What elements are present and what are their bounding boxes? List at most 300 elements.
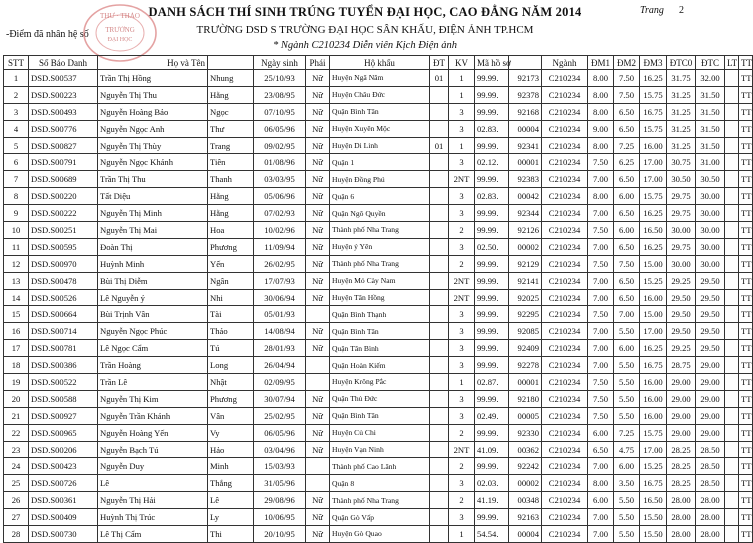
cell-ma-ho-so-1: 41.19. xyxy=(475,492,509,509)
cell-lt xyxy=(725,492,739,509)
cell-dtc: 30.00 xyxy=(696,222,725,239)
cell-dt xyxy=(430,492,449,509)
table-row xyxy=(4,289,753,306)
cell-dm3: 16.25 xyxy=(640,205,667,222)
cell-dtc0: 29.25 xyxy=(667,272,696,289)
cell-sbd: DSD.S00361 xyxy=(29,492,98,509)
cell-sbd: DSD.S00409 xyxy=(29,509,98,526)
cell-ho-lot: Huỳnh Minh xyxy=(98,255,208,272)
cell-dtc: 30.00 xyxy=(696,238,725,255)
cell-ma-ho-so-2: 92409 xyxy=(509,340,542,357)
cell-ma-ho-so-2: 92085 xyxy=(509,323,542,340)
cell-ho-khau: Quận Hoàn Kiếm xyxy=(330,357,430,374)
cell-ngay-sinh: 28/01/93 xyxy=(254,340,306,357)
cell-ho-khau: Huyện Đồng Phú xyxy=(330,171,430,188)
cell-nganh: C210234 xyxy=(542,222,588,239)
cell-dtc0: 31.75 xyxy=(667,70,696,87)
cell-ho-khau: Huyện ý Yên xyxy=(330,238,430,255)
cell-dtc0: 30.00 xyxy=(667,222,696,239)
cell-nganh: C210234 xyxy=(542,86,588,103)
cell-kv: 3 xyxy=(449,103,475,120)
table-row xyxy=(4,357,753,374)
cell-ma-ho-so-1: 99.99. xyxy=(475,306,509,323)
cell-kv: 3 xyxy=(449,340,475,357)
cell-dtc0: 29.50 xyxy=(667,289,696,306)
cell-lt xyxy=(725,289,739,306)
cell-nganh: C210234 xyxy=(542,509,588,526)
cell-ma-ho-so-2: 00362 xyxy=(509,441,542,458)
cell-ho-lot: Nguyễn Duy xyxy=(98,458,208,475)
cell-ngay-sinh: 15/03/93 xyxy=(254,458,306,475)
cell-tt: TT xyxy=(739,103,753,120)
cell-dtc0: 28.00 xyxy=(667,509,696,526)
cell-dt xyxy=(430,272,449,289)
cell-kv: 3 xyxy=(449,205,475,222)
cell-tt: TT xyxy=(739,323,753,340)
cell-dtc: 29.00 xyxy=(696,374,725,391)
cell-ten: Ngân xyxy=(208,272,254,289)
cell-ma-ho-so-2: 92141 xyxy=(509,272,542,289)
cell-ma-ho-so-2: 00042 xyxy=(509,188,542,205)
cell-dtc0: 28.00 xyxy=(667,492,696,509)
cell-ho-khau: Huyện Củ Chi xyxy=(330,424,430,441)
cell-dm3: 16.00 xyxy=(640,407,667,424)
cell-ma-ho-so-2: 00348 xyxy=(509,492,542,509)
column-header-sbd: Số Báo Danh xyxy=(29,56,98,70)
column-header-nganh: Ngành xyxy=(542,56,588,70)
cell-dtc0: 28.25 xyxy=(667,441,696,458)
cell-dm3: 15.50 xyxy=(640,509,667,526)
cell-stt: 13 xyxy=(4,272,29,289)
cell-phai: Nữ xyxy=(306,424,330,441)
table-row xyxy=(4,70,753,87)
cell-dm1: 7.00 xyxy=(588,205,614,222)
svg-text:TRƯỜNG: TRƯỜNG xyxy=(105,26,135,34)
cell-ngay-sinh: 07/02/93 xyxy=(254,205,306,222)
cell-dm2: 7.25 xyxy=(614,137,640,154)
score-note: -Điểm đã nhân hệ số xyxy=(6,29,89,40)
cell-dm2: 6.00 xyxy=(614,458,640,475)
cell-tt: TT xyxy=(739,390,753,407)
table-row xyxy=(4,86,753,103)
cell-ngay-sinh: 01/08/96 xyxy=(254,154,306,171)
cell-kv: 3 xyxy=(449,154,475,171)
cell-lt xyxy=(725,238,739,255)
cell-dt xyxy=(430,171,449,188)
cell-ten: Tú xyxy=(208,340,254,357)
cell-tt: TT xyxy=(739,222,753,239)
cell-ten: Hảo xyxy=(208,441,254,458)
cell-dm2: 7.50 xyxy=(614,86,640,103)
cell-dm3: 15.25 xyxy=(640,272,667,289)
cell-ma-ho-so-1: 41.09. xyxy=(475,441,509,458)
cell-kv: 2NT xyxy=(449,272,475,289)
cell-ten: Vy xyxy=(208,424,254,441)
cell-dtc: 30.00 xyxy=(696,188,725,205)
cell-stt: 11 xyxy=(4,238,29,255)
cell-ma-ho-so-2: 92242 xyxy=(509,458,542,475)
cell-dm2: 3.50 xyxy=(614,475,640,492)
svg-text:THƯ · THẢO: THƯ · THẢO xyxy=(100,12,140,20)
cell-tt: TT xyxy=(739,458,753,475)
cell-sbd: DSD.S00827 xyxy=(29,137,98,154)
column-header-dtc0: ĐTC0 xyxy=(667,56,696,70)
table-row xyxy=(4,222,753,239)
cell-dtc0: 30.50 xyxy=(667,171,696,188)
column-header-dt: ĐT xyxy=(430,56,449,70)
cell-ma-ho-so-1: 99.99. xyxy=(475,205,509,222)
cell-phai: Nữ xyxy=(306,272,330,289)
cell-ho-khau: Thành phố Cao Lãnh xyxy=(330,458,430,475)
cell-dt xyxy=(430,407,449,424)
cell-ten: Minh xyxy=(208,458,254,475)
cell-ma-ho-so-2: 00001 xyxy=(509,154,542,171)
cell-dm1: 7.00 xyxy=(588,340,614,357)
cell-tt: TT xyxy=(739,306,753,323)
cell-dt xyxy=(430,86,449,103)
cell-ho-lot: Nguyễn Trần Khánh xyxy=(98,407,208,424)
cell-stt: 7 xyxy=(4,171,29,188)
cell-lt xyxy=(725,340,739,357)
cell-dt xyxy=(430,255,449,272)
column-header-dm3: ĐM3 xyxy=(640,56,667,70)
table-row xyxy=(4,424,753,441)
cell-dtc: 29.50 xyxy=(696,323,725,340)
cell-kv: 3 xyxy=(449,475,475,492)
cell-tt: TT xyxy=(739,255,753,272)
cell-dm2: 5.50 xyxy=(614,357,640,374)
cell-stt: 4 xyxy=(4,120,29,137)
cell-ma-ho-so-1: 99.99. xyxy=(475,272,509,289)
cell-phai xyxy=(306,475,330,492)
cell-tt: TT xyxy=(739,526,753,543)
cell-ma-ho-so-1: 02.49. xyxy=(475,407,509,424)
cell-ma-ho-so-1: 99.99. xyxy=(475,255,509,272)
cell-lt xyxy=(725,171,739,188)
cell-ten: Tài xyxy=(208,306,254,323)
school-name: TRƯỜNG DSD S TRƯỜNG ĐẠI HỌC SÂN KHẤU, ĐIỆN ẢNH TP.HCM xyxy=(196,24,534,36)
cell-dt xyxy=(430,188,449,205)
cell-ho-lot: Trần Thị Thu xyxy=(98,171,208,188)
cell-dtc0: 31.25 xyxy=(667,86,696,103)
cell-ten: Vân xyxy=(208,407,254,424)
cell-dm3: 15.75 xyxy=(640,188,667,205)
cell-tt: TT xyxy=(739,86,753,103)
cell-dm2: 6.50 xyxy=(614,120,640,137)
cell-ho-khau: Huyện Krông Pắc xyxy=(330,374,430,391)
cell-ten: Long xyxy=(208,357,254,374)
cell-tt: TT xyxy=(739,70,753,87)
cell-dm1: 6.00 xyxy=(588,424,614,441)
cell-ngay-sinh: 30/07/94 xyxy=(254,390,306,407)
table-row xyxy=(4,103,753,120)
cell-dtc: 31.50 xyxy=(696,137,725,154)
cell-ma-ho-so-1: 99.99. xyxy=(475,171,509,188)
cell-ma-ho-so-2: 92383 xyxy=(509,171,542,188)
cell-lt xyxy=(725,509,739,526)
cell-ma-ho-so-1: 54.54. xyxy=(475,526,509,543)
cell-dtc0: 28.75 xyxy=(667,357,696,374)
cell-ten: Hoa xyxy=(208,222,254,239)
cell-phai: Nữ xyxy=(306,171,330,188)
cell-ngay-sinh: 05/01/93 xyxy=(254,306,306,323)
cell-lt xyxy=(725,526,739,543)
cell-dtc: 29.00 xyxy=(696,424,725,441)
cell-kv: 3 xyxy=(449,238,475,255)
cell-ho-lot: Đoàn Thị xyxy=(98,238,208,255)
cell-ho-lot: Nguyễn Hoàng Bảo xyxy=(98,103,208,120)
cell-dm1: 7.50 xyxy=(588,222,614,239)
cell-nganh: C210234 xyxy=(542,306,588,323)
cell-ho-khau: Quận 1 xyxy=(330,154,430,171)
cell-dt xyxy=(430,458,449,475)
cell-dtc: 29.50 xyxy=(696,272,725,289)
cell-ho-khau: Quận 8 xyxy=(330,475,430,492)
cell-dm1: 8.00 xyxy=(588,475,614,492)
cell-dtc: 31.50 xyxy=(696,103,725,120)
cell-lt xyxy=(725,272,739,289)
cell-nganh: C210234 xyxy=(542,188,588,205)
cell-ho-khau: Huyện Vạn Ninh xyxy=(330,441,430,458)
cell-dm3: 16.75 xyxy=(640,103,667,120)
cell-dt xyxy=(430,357,449,374)
cell-stt: 9 xyxy=(4,205,29,222)
cell-kv: 2NT xyxy=(449,289,475,306)
column-header-dm2: ĐM2 xyxy=(614,56,640,70)
cell-ngay-sinh: 07/10/95 xyxy=(254,103,306,120)
cell-ma-ho-so-2: 00004 xyxy=(509,120,542,137)
cell-dtc0: 28.00 xyxy=(667,526,696,543)
cell-sbd: DSD.S00776 xyxy=(29,120,98,137)
cell-phai: Nữ xyxy=(306,137,330,154)
cell-ho-lot: Nguyễn Bạch Tú xyxy=(98,441,208,458)
cell-ho-khau: Quận 6 xyxy=(330,188,430,205)
cell-dm1: 8.00 xyxy=(588,70,614,87)
cell-dm3: 16.50 xyxy=(640,492,667,509)
cell-phai: Nữ xyxy=(306,238,330,255)
cell-kv: 1 xyxy=(449,137,475,154)
cell-ma-ho-so-2: 92180 xyxy=(509,390,542,407)
table-header-row xyxy=(4,56,753,70)
cell-ho-khau: Quận Bình Tân xyxy=(330,103,430,120)
column-header-stt: STT xyxy=(4,56,29,70)
cell-dtc0: 31.25 xyxy=(667,103,696,120)
cell-dm2: 6.50 xyxy=(614,238,640,255)
cell-dm2: 6.50 xyxy=(614,171,640,188)
cell-ho-khau: Huyện Di Linh xyxy=(330,137,430,154)
cell-ma-ho-so-2: 00002 xyxy=(509,238,542,255)
cell-ngay-sinh: 03/04/96 xyxy=(254,441,306,458)
cell-ma-ho-so-1: 99.99. xyxy=(475,323,509,340)
cell-ma-ho-so-1: 99.99. xyxy=(475,103,509,120)
cell-dt xyxy=(430,238,449,255)
cell-dm3: 17.00 xyxy=(640,154,667,171)
cell-ngay-sinh: 17/07/93 xyxy=(254,272,306,289)
cell-ho-lot: Bùi Thị Diễm xyxy=(98,272,208,289)
cell-dt xyxy=(430,441,449,458)
cell-dt xyxy=(430,103,449,120)
cell-dm3: 16.25 xyxy=(640,340,667,357)
cell-phai: Nữ xyxy=(306,205,330,222)
cell-ngay-sinh: 05/06/96 xyxy=(254,188,306,205)
cell-dtc0: 29.25 xyxy=(667,340,696,357)
cell-dm1: 7.00 xyxy=(588,526,614,543)
cell-dm1: 6.50 xyxy=(588,441,614,458)
cell-nganh: C210234 xyxy=(542,255,588,272)
cell-ten: Thanh xyxy=(208,171,254,188)
cell-sbd: DSD.S00526 xyxy=(29,289,98,306)
table-row xyxy=(4,255,753,272)
cell-ten: Hằng xyxy=(208,86,254,103)
cell-dt xyxy=(430,323,449,340)
cell-ngay-sinh: 25/10/93 xyxy=(254,70,306,87)
cell-ngay-sinh: 30/06/94 xyxy=(254,289,306,306)
cell-ma-ho-so-2: 00004 xyxy=(509,526,542,543)
cell-ho-khau: Quận Bình Tân xyxy=(330,323,430,340)
cell-phai: Nữ xyxy=(306,289,330,306)
cell-ten: Thảo xyxy=(208,323,254,340)
cell-ten: Nhật xyxy=(208,374,254,391)
cell-ho-khau: Thành phố Nha Trang xyxy=(330,255,430,272)
table-row xyxy=(4,137,753,154)
cell-ho-khau: Thành phố Nha Trang xyxy=(330,492,430,509)
cell-dt xyxy=(430,340,449,357)
table-row xyxy=(4,306,753,323)
column-header-ma-ho-so-2 xyxy=(509,56,542,70)
cell-kv: 1 xyxy=(449,374,475,391)
cell-dtc0: 28.25 xyxy=(667,458,696,475)
cell-dtc: 29.00 xyxy=(696,390,725,407)
cell-kv: 2 xyxy=(449,255,475,272)
cell-stt: 1 xyxy=(4,70,29,87)
cell-nganh: C210234 xyxy=(542,205,588,222)
cell-dm1: 7.00 xyxy=(588,171,614,188)
cell-dm2: 5.50 xyxy=(614,407,640,424)
cell-sbd: DSD.S00689 xyxy=(29,171,98,188)
cell-dtc: 28.00 xyxy=(696,492,725,509)
cell-tt: TT xyxy=(739,120,753,137)
cell-kv: 3 xyxy=(449,390,475,407)
cell-dm2: 5.50 xyxy=(614,323,640,340)
table-row xyxy=(4,323,753,340)
column-header-tt: TT xyxy=(739,56,753,70)
cell-phai: Nữ xyxy=(306,390,330,407)
cell-dm3: 17.00 xyxy=(640,171,667,188)
cell-ho-lot: Nguyễn Ngọc Phúc xyxy=(98,323,208,340)
cell-dtc: 28.50 xyxy=(696,475,725,492)
cell-dt xyxy=(430,374,449,391)
cell-lt xyxy=(725,120,739,137)
cell-tt: TT xyxy=(739,424,753,441)
cell-sbd: DSD.S00251 xyxy=(29,222,98,239)
cell-lt xyxy=(725,70,739,87)
cell-phai: Nữ xyxy=(306,255,330,272)
table-row xyxy=(4,238,753,255)
cell-ho-khau: Quận Ngô Quyền xyxy=(330,205,430,222)
cell-dt xyxy=(430,222,449,239)
cell-dm1: 9.00 xyxy=(588,120,614,137)
cell-dt xyxy=(430,509,449,526)
cell-dm2: 6.50 xyxy=(614,289,640,306)
column-header-ma-ho-so-1: Mã hồ sơ xyxy=(475,56,509,70)
cell-dm2: 6.00 xyxy=(614,222,640,239)
cell-phai: Nữ xyxy=(306,323,330,340)
cell-lt xyxy=(725,374,739,391)
cell-nganh: C210234 xyxy=(542,424,588,441)
cell-lt xyxy=(725,255,739,272)
cell-dm3: 16.00 xyxy=(640,137,667,154)
cell-dm3: 16.00 xyxy=(640,289,667,306)
cell-dtc: 31.50 xyxy=(696,86,725,103)
cell-ho-lot: Nguyễn Thị Thùy xyxy=(98,137,208,154)
cell-dt xyxy=(430,306,449,323)
cell-dtc0: 31.25 xyxy=(667,137,696,154)
cell-phai xyxy=(306,306,330,323)
cell-dtc: 30.50 xyxy=(696,171,725,188)
cell-ho-khau: Huyện Gò Quao xyxy=(330,526,430,543)
table-row xyxy=(4,407,753,424)
cell-ma-ho-so-2: 92126 xyxy=(509,222,542,239)
cell-phai: Nữ xyxy=(306,340,330,357)
cell-dm3: 15.50 xyxy=(640,526,667,543)
cell-stt: 20 xyxy=(4,390,29,407)
cell-phai: Nữ xyxy=(306,188,330,205)
cell-dm2: 6.00 xyxy=(614,188,640,205)
cell-dtc: 28.00 xyxy=(696,526,725,543)
cell-dt xyxy=(430,289,449,306)
cell-dtc: 29.00 xyxy=(696,407,725,424)
cell-dm2: 7.25 xyxy=(614,424,640,441)
column-header-ho-lot: Họ và Tên xyxy=(98,56,208,70)
cell-ngay-sinh: 20/10/95 xyxy=(254,526,306,543)
cell-ma-ho-so-1: 99.99. xyxy=(475,86,509,103)
cell-ma-ho-so-2: 00005 xyxy=(509,407,542,424)
cell-ngay-sinh: 14/08/94 xyxy=(254,323,306,340)
cell-ho-khau: Huyện Xuyên Mộc xyxy=(330,120,430,137)
cell-stt: 15 xyxy=(4,306,29,323)
cell-dm3: 15.75 xyxy=(640,424,667,441)
cell-ma-ho-so-2: 92025 xyxy=(509,289,542,306)
column-header-dm1: ĐM1 xyxy=(588,56,614,70)
cell-phai xyxy=(306,357,330,374)
cell-stt: 24 xyxy=(4,458,29,475)
cell-dtc0: 29.00 xyxy=(667,424,696,441)
cell-dm3: 17.00 xyxy=(640,441,667,458)
cell-ho-lot: Nguyễn Ngọc Khánh xyxy=(98,154,208,171)
cell-stt: 22 xyxy=(4,424,29,441)
cell-stt: 5 xyxy=(4,137,29,154)
cell-lt xyxy=(725,154,739,171)
cell-sbd: DSD.S00493 xyxy=(29,103,98,120)
cell-lt xyxy=(725,323,739,340)
cell-dm3: 15.00 xyxy=(640,306,667,323)
cell-kv: 1 xyxy=(449,526,475,543)
cell-ma-ho-so-1: 99.99. xyxy=(475,509,509,526)
cell-sbd: DSD.S00222 xyxy=(29,205,98,222)
table-row xyxy=(4,441,753,458)
cell-ho-lot: Trần Hoàng xyxy=(98,357,208,374)
cell-kv: 2 xyxy=(449,424,475,441)
cell-stt: 26 xyxy=(4,492,29,509)
cell-dtc: 28.50 xyxy=(696,441,725,458)
cell-kv: 3 xyxy=(449,509,475,526)
cell-lt xyxy=(725,222,739,239)
cell-dtc: 29.50 xyxy=(696,289,725,306)
cell-dtc: 30.00 xyxy=(696,255,725,272)
cell-dm2: 5.50 xyxy=(614,509,640,526)
cell-nganh: C210234 xyxy=(542,70,588,87)
cell-ngay-sinh: 10/02/96 xyxy=(254,222,306,239)
